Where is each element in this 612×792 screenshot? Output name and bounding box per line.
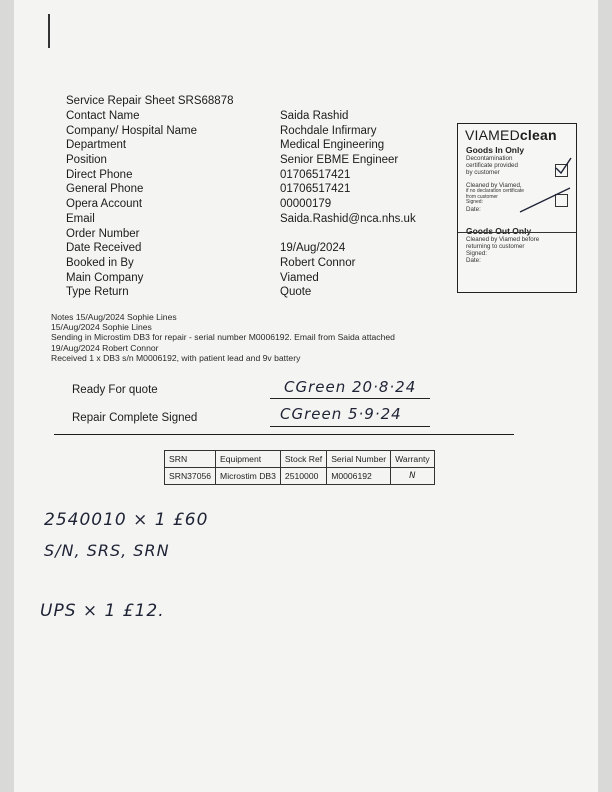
- cell-equipment: Microstim DB3: [216, 468, 281, 485]
- repair-complete-label: Repair Complete Signed: [72, 412, 198, 424]
- box-divider: [458, 232, 576, 233]
- field-label: Company/ Hospital Name: [66, 124, 198, 137]
- field-label: General Phone: [66, 183, 144, 196]
- goods-out-line: Cleaned by Viamed before: [466, 235, 540, 243]
- decon-line: by customer: [466, 169, 500, 176]
- viamed-clean-box: [457, 123, 577, 293]
- brand-regular: VIAMED: [465, 127, 520, 143]
- field-label: Booked in By: [66, 256, 134, 269]
- ready-for-quote-label: Ready For quote: [72, 384, 158, 396]
- notes-block: [51, 312, 395, 363]
- cell-serial-number: M0006192: [327, 468, 391, 485]
- cleaned-line: if no declaration certificate: [466, 188, 525, 194]
- note-line: Received 1 x DB3 s/n M0006192, with patient lead and 9v battery: [51, 352, 301, 363]
- goods-in-title: Goods In Only: [466, 145, 525, 155]
- table-header-row: [165, 451, 435, 468]
- handwritten-note-1: 2540010 × 1 £60: [44, 510, 209, 530]
- cell-srn: SRN37056: [165, 468, 216, 485]
- srn-table: [164, 450, 435, 485]
- field-value: Medical Engineering: [280, 139, 385, 152]
- field-label: Direct Phone: [66, 168, 133, 181]
- quote-signature-line: [270, 398, 430, 399]
- field-label: Email: [66, 212, 95, 225]
- brand-bold: clean: [519, 127, 557, 143]
- decon-line: certificate provided: [466, 162, 518, 169]
- viamed-clean-logo: [465, 127, 576, 143]
- decon-check-mark-icon: [552, 156, 574, 178]
- field-value: 01706517421: [280, 168, 351, 181]
- note-line: Sending in Microstim DB3 for repair - serial number M0006192. Email from Saida attached: [51, 332, 395, 343]
- field-value: 01706517421: [280, 183, 351, 196]
- field-label: Type Return: [66, 286, 129, 299]
- date-label-2: Date:: [466, 256, 481, 264]
- field-label: Position: [66, 154, 107, 167]
- complete-signature-line: [270, 426, 430, 427]
- quote-signature: CGreen 20·8·24: [284, 378, 417, 396]
- field-value: Senior EBME Engineer: [280, 154, 399, 167]
- field-value: Saida Rashid: [280, 110, 349, 122]
- col-header-stock-ref: Stock Ref: [280, 451, 326, 468]
- field-value: 19/Aug/2024: [280, 242, 346, 255]
- field-label: Department: [66, 139, 127, 152]
- field-label: Contact Name: [66, 110, 140, 122]
- signed-label: Signed:: [466, 199, 483, 205]
- pen-mark: [48, 14, 50, 48]
- goods-out-title: Goods Out Only: [466, 225, 532, 236]
- section-divider: [54, 434, 514, 435]
- cleaned-line: from customer: [466, 193, 498, 200]
- sheet-title: Service Repair Sheet SRS68878: [66, 95, 234, 107]
- field-value: Rochdale Infirmary: [280, 124, 377, 137]
- field-label: Opera Account: [66, 198, 143, 211]
- cleaned-strike-mark-icon: [518, 186, 574, 216]
- cleaned-line: Cleaned by Viamed,: [466, 182, 522, 189]
- cell-warranty: N: [391, 468, 435, 485]
- goods-out-line: returning to customer: [466, 242, 525, 250]
- field-value: 00000179: [280, 198, 332, 211]
- col-header-equipment: Equipment: [216, 451, 281, 468]
- decon-line: Decontamination: [466, 155, 513, 162]
- note-line: 19/Aug/2024 Robert Connor: [51, 342, 159, 353]
- field-label: Order Number: [66, 227, 140, 240]
- cell-stock-ref: 2510000: [280, 468, 326, 485]
- field-value: Quote: [280, 286, 312, 299]
- field-value: Saida.Rashid@nca.nhs.uk: [280, 212, 416, 225]
- signed-label-2: Signed:: [466, 249, 487, 257]
- col-header-serial-number: Serial Number: [327, 451, 391, 468]
- handwritten-note-3: UPS × 1 £12.: [40, 601, 165, 621]
- field-label: Main Company: [66, 271, 144, 284]
- note-line: 15/Aug/2024 Sophie Lines: [51, 322, 152, 333]
- note-line: Notes 15/Aug/2024 Sophie Lines: [51, 312, 177, 322]
- col-header-srn: SRN: [165, 451, 216, 468]
- field-label: Date Received: [66, 242, 142, 255]
- field-value: Viamed: [280, 271, 319, 284]
- handwritten-note-2: S/N, SRS, SRN: [44, 541, 170, 560]
- date-label: Date:: [466, 205, 481, 213]
- table-row: [165, 468, 435, 485]
- complete-signature: CGreen 5·9·24: [280, 405, 402, 423]
- col-header-warranty: Warranty: [391, 451, 435, 468]
- field-value: Robert Connor: [280, 256, 356, 269]
